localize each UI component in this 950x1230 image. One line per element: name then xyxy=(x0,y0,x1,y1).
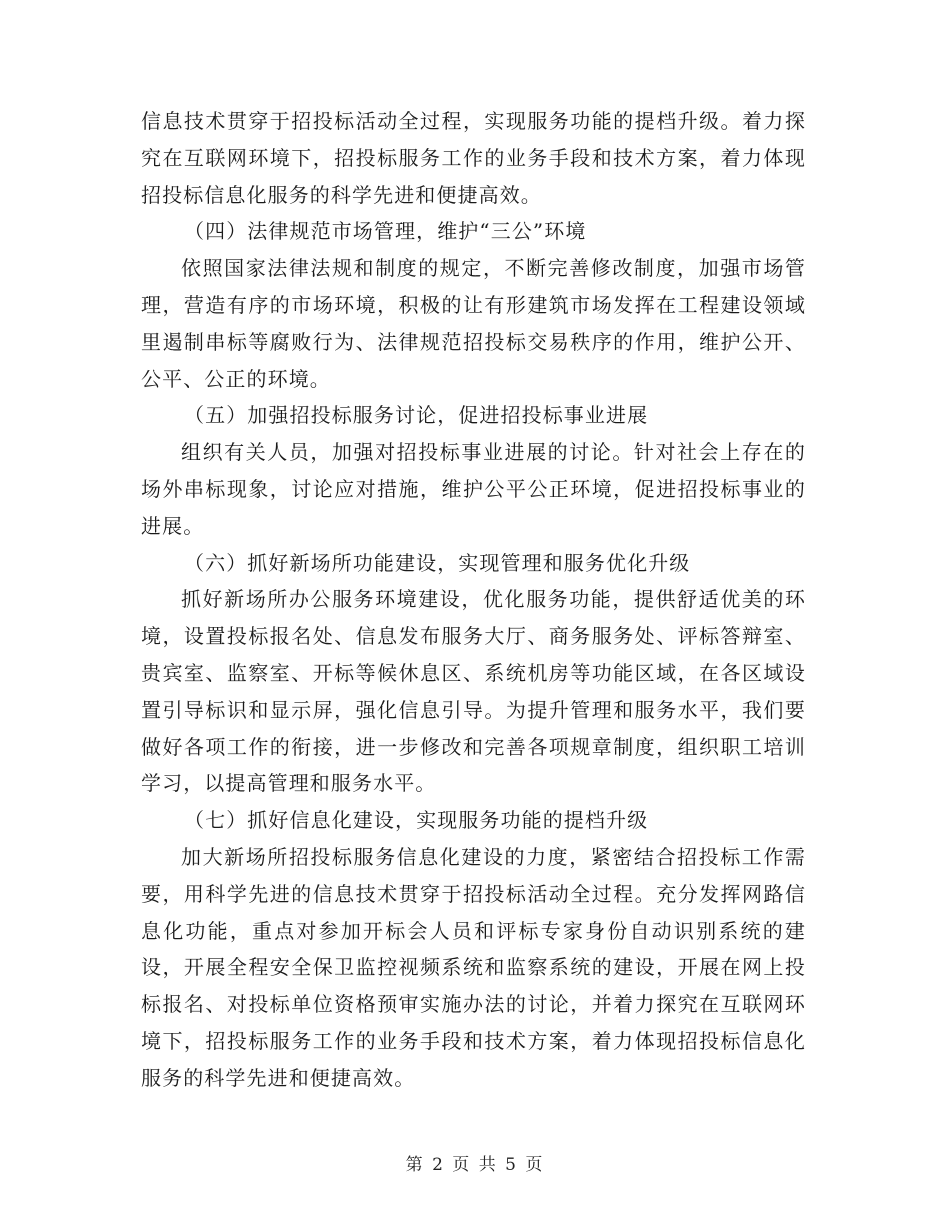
continued-paragraph: 信息技术贯穿于招投标活动全过程，实现服务功能的提档升级。着力探究在互联网环境下，招投标服务工作的业务手段和技术方案，着力体现招投标信息化服务的科学先进和便捷高效。 xyxy=(141,109,806,207)
body-paragraph: 组织有关人员，加强对招投标事业进展的讨论。针对社会上存在的场外串标现象，讨论应对措施，维护公平公正环境，促进招投标事业的进展。 xyxy=(141,440,806,538)
section-heading-7: （七）抓好信息化建设，实现服务功能的提档升级 xyxy=(184,808,649,833)
body-paragraph: 抓好新场所办公服务环境建设，优化服务功能，提供舒适优美的环境，设置投标报名处、信息发布服务大厅、商务服务处、评标答辩室、贵宾室、监察室、开标等候休息区、系统机房等功能区域，在各区域设置引导标识和显示屏，强化信息引导。为提升管理和服务水平，我们要做好各项工作的衔接，进一步修改和完善各项规章制度，组织职工培训学习，以提高管理和服务水平。 xyxy=(141,587,806,796)
section-heading-5: （五）加强招投标服务讨论，促进招投标事业进展 xyxy=(184,403,649,428)
section-heading-6: （六）抓好新场所功能建设，实现管理和服务优化升级 xyxy=(184,550,691,575)
page-number-footer: 第 2 页 共 5 页 xyxy=(405,1155,545,1175)
section-heading-4: （四）法律规范市场管理，维护“三公”环境 xyxy=(184,219,587,244)
body-paragraph: 依照国家法律法规和制度的规定，不断完善修改制度，加强市场管理，营造有序的市场环境，积极的让有形建筑市场发挥在工程建设领域里遏制串标等腐败行为、法律规范招投标交易秩序的作用，维护公开、公平、公正的环境。 xyxy=(141,256,806,391)
document-body xyxy=(141,103,806,1097)
body-paragraph: 加大新场所招投标服务信息化建设的力度，紧密结合招投标工作需要，用科学先进的信息技术贯穿于招投标活动全过程。充分发挥网路信息化功能，重点对参加开标会人员和评标专家身份自动识别系统的建设，开展全程安全保卫监控视频系统和监察系统的建设，开展在网上投标报名、对投标单位资格预审实施办法的讨论，并着力探究在互联网环境下，招投标服务工作的业务手段和技术方案，着力体现招投标信息化服务的科学先进和便捷高效。 xyxy=(141,844,806,1090)
